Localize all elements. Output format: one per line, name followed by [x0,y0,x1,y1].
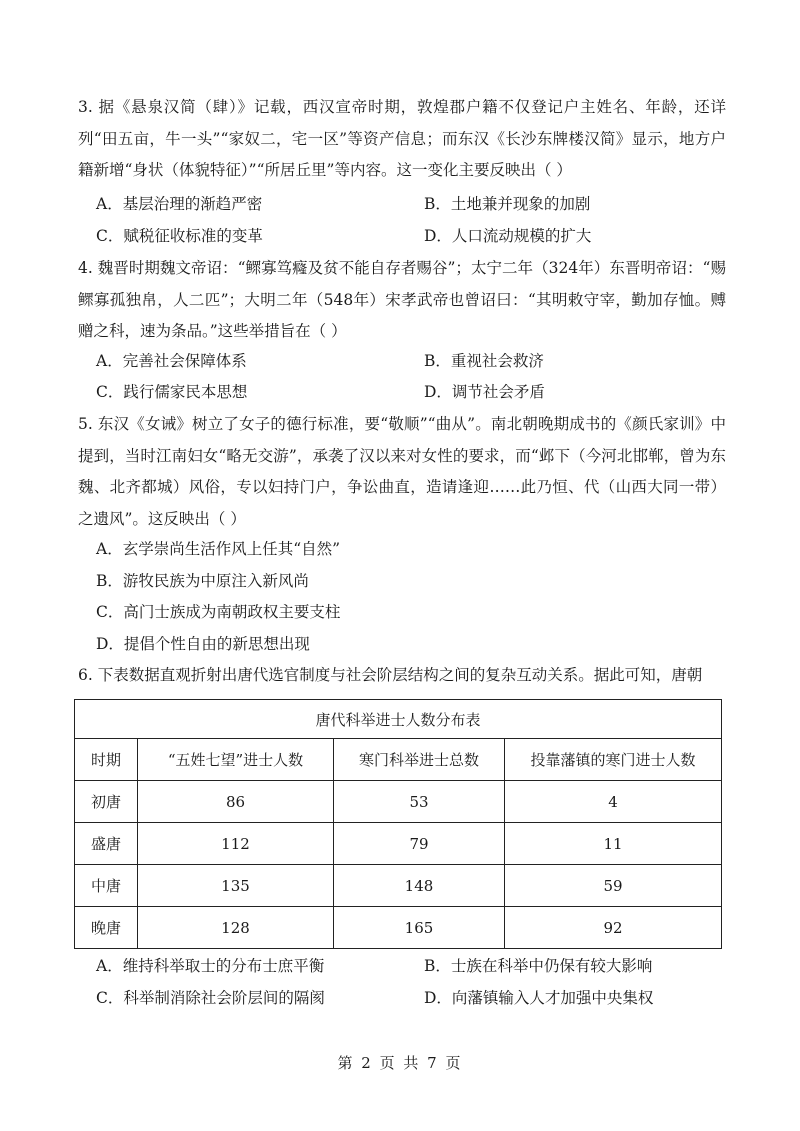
table-header-hanmen-total: 寒门科举进士总数 [334,739,505,781]
table-caption: 唐代科举进士人数分布表 [75,700,722,739]
question-6-stem: 6. 下表数据直观折射出唐代选官制度与社会阶层结构之间的复杂互动关系。据此可知，唐朝 [78,666,703,684]
question-4-option-d: D．调节社会矛盾 [424,383,545,401]
jinshi-table [74,699,722,949]
question-4-option-c: C．践行儒家民本思想 [96,383,248,401]
table-cell: 79 [334,823,505,865]
question-3-option-a: A．基层治理的渐趋严密 [96,195,263,213]
question-6-option-c: C．科举制消除社会阶层间的隔阂 [96,989,325,1007]
table-cell: 86 [138,781,334,823]
table-cell: 165 [334,907,505,949]
question-5-option-a: A．玄学崇尚生活作风上任其“自然” [96,540,341,558]
question-4-option-b: B．重视社会救济 [424,352,544,370]
table-row [75,781,722,823]
question-5-option-d: D．提倡个性自由的新思想出现 [96,635,310,653]
question-3-option-d: D．人口流动规模的扩大 [424,227,592,245]
question-5-stem: 5. 东汉《女诫》树立了女子的德行标准，要“敬顺”“曲从”。南北朝晚期成书的《颜氏家训》中提到，当时江南妇女“略无交游”，承袭了汉以来对女性的要求，而“邺下（今河北邯郸，曾为东魏、北齐都城）风俗，专以妇持门户，争讼曲直，造请逢迎……此乃恒、代（山西大同一带）之遗风”。这反映出（ ） [78,415,726,528]
table-header-hanmen-fanzhen: 投靠藩镇的寒门进士人数 [505,739,722,781]
question-3-stem: 3. 据《悬泉汉简（肆）》记载，西汉宣帝时期，敦煌郡户籍不仅登记户主姓名、年龄，还详列“田五亩，牛一头”“家奴二，宅一区”等资产信息；而东汉《长沙东牌楼汉简》显示，地方户籍新增“身状（体貌特征）”“所居丘里”等内容。这一变化主要反映出（ ） [78,98,726,179]
table-cell: 148 [334,865,505,907]
table-header-row [75,739,722,781]
table-cell: 盛唐 [75,823,138,865]
question-6-option-a: A．维持科举取士的分布士庶平衡 [96,957,325,975]
table-cell: 中唐 [75,865,138,907]
page-footer: 第 2 页 共 7 页 [337,1054,463,1072]
table-cell: 4 [505,781,722,823]
table-cell: 112 [138,823,334,865]
table-cell: 晚唐 [75,907,138,949]
question-5-option-c: C．高门士族成为南朝政权主要支柱 [96,603,341,621]
table-cell: 92 [505,907,722,949]
table-cell: 53 [334,781,505,823]
table-cell: 初唐 [75,781,138,823]
question-4-stem: 4. 魏晋时期魏文帝诏：“鳏寡笃癃及贫不能自存者赐谷”；太宁二年（324年）东晋明帝诏：“赐鳏寡孤独帛，人二匹”；大明二年（548年）宋孝武帝也曾诏曰：“其明敕守宰，勤加存恤。赙赠之科，速为条品。”这些举措旨在（ ） [78,259,726,340]
table-row [75,823,722,865]
question-4-option-a: A．完善社会保障体系 [96,352,247,370]
question-5-option-b: B．游牧民族为中原注入新风尚 [96,572,309,590]
table-cell: 128 [138,907,334,949]
table-header-period: 时期 [75,739,138,781]
table-row [75,865,722,907]
table-cell: 135 [138,865,334,907]
question-6-option-b: B．士族在科举中仍保有较大影响 [424,957,653,975]
question-3-option-b: B．土地兼并现象的加剧 [424,195,591,213]
table-cell: 11 [505,823,722,865]
table-header-wuxing: “五姓七望”进士人数 [138,739,334,781]
question-6-option-d: D．向藩镇输入人才加强中央集权 [424,989,654,1007]
question-3-option-c: C．赋税征收标准的变革 [96,227,263,245]
table-cell: 59 [505,865,722,907]
table-row [75,907,722,949]
table-caption-row [75,700,722,739]
